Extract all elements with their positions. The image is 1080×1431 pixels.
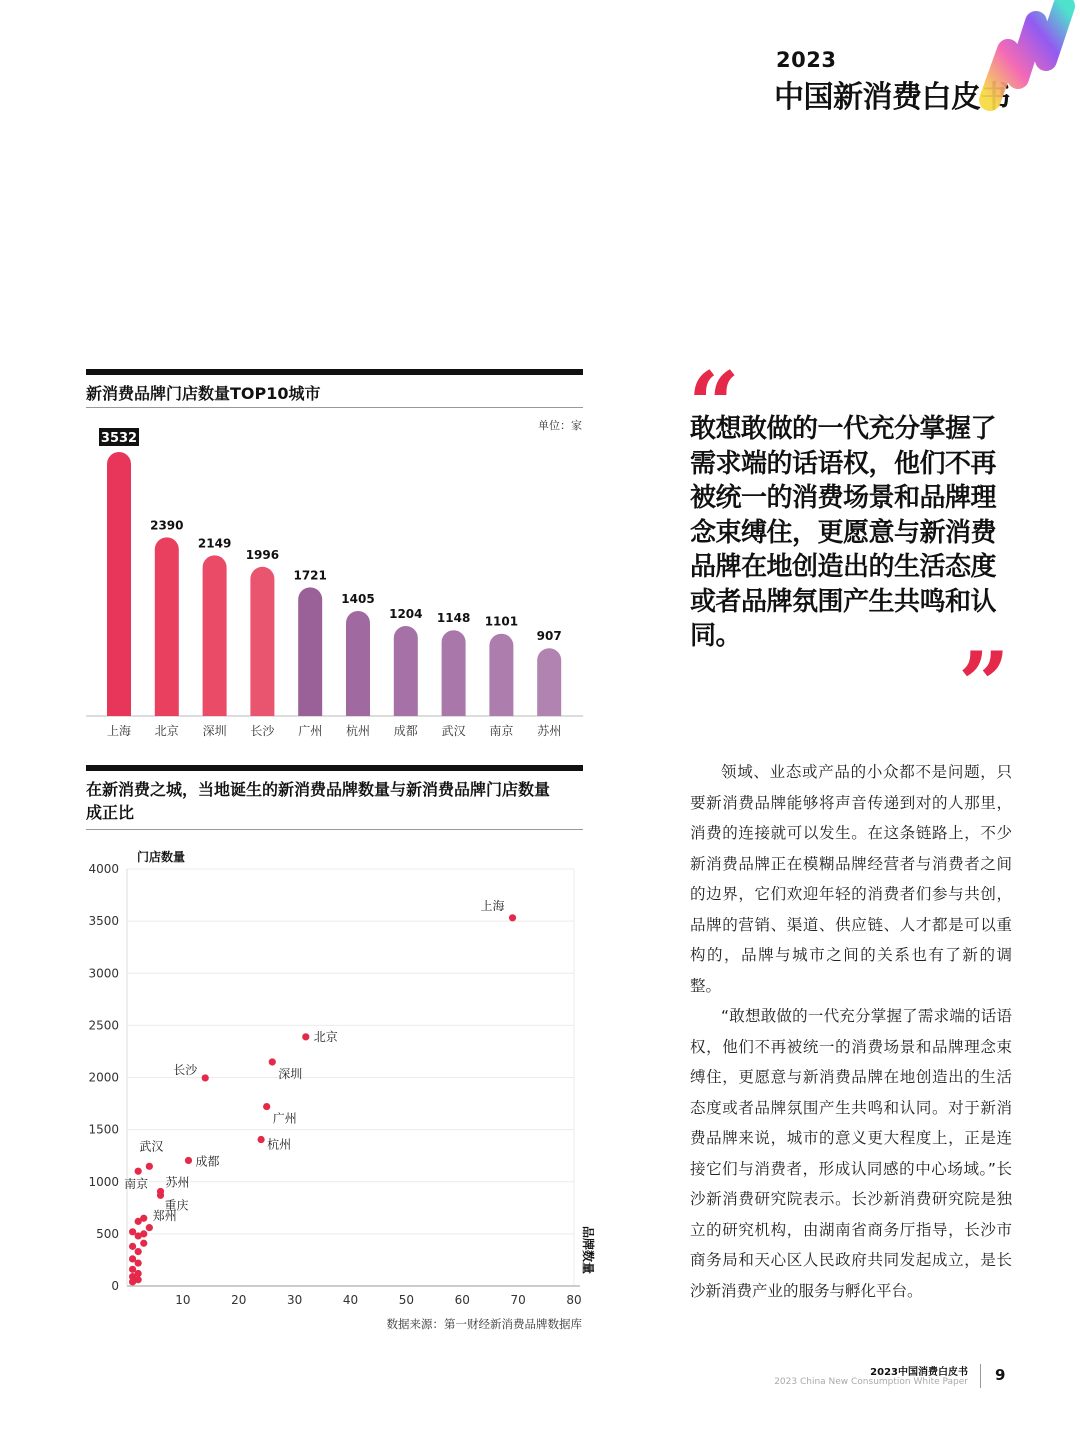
scatter-x-tick: 30 [286,1293,303,1307]
scatter-x-tick: 70 [510,1293,526,1307]
bar-value-label: 3532 [100,431,138,446]
scatter-point-label: 重庆 [164,1198,189,1213]
scatter-x-tick: 50 [398,1293,415,1307]
scatter-y-tick: 1500 [88,1122,119,1137]
bar-category-label: 长沙 [250,724,275,738]
bar-chart-title: 新消费品牌门店数量TOP10城市 [86,384,321,403]
scatter-point [258,1136,265,1143]
scatter-point-label: 深圳 [278,1066,303,1081]
bar-category-label: 苏州 [537,724,562,738]
scatter-point [509,914,516,921]
bar-value-label: 1996 [245,547,280,562]
scatter-point-label: 杭州 [267,1137,292,1152]
bar-value-label: 1204 [389,607,423,622]
scatter-point-label: 武汉 [139,1139,164,1154]
scatter-point-label: 成都 [195,1154,220,1169]
scatter-y-tick: 2000 [88,1070,119,1085]
bar-chart-unit: 单位：家 [538,419,582,432]
bar-category-label: 成都 [393,724,418,738]
bar-value-label: 1405 [341,591,375,606]
bar-category-label: 北京 [154,724,179,738]
footer-separator [980,1364,981,1388]
scatter-x-tick: 20 [231,1293,247,1307]
scatter-x-tick: 80 [566,1293,582,1307]
scatter-point [269,1058,276,1065]
scatter-point-label: 南京 [124,1177,149,1192]
scatter-point [157,1192,164,1199]
bar-category-label: 广州 [298,724,323,738]
header-title: 中国新消费白皮书 [774,80,1010,115]
scatter-point [135,1259,142,1266]
scatter-title-line1: 在新消费之城，当地诞生的新消费品牌数量与新消费品牌门店数量 [86,780,551,799]
scatter-point [263,1103,270,1110]
scatter-point-label: 苏州 [165,1175,190,1190]
scatter-y-tick: 500 [96,1226,119,1241]
scatter-point-label: 郑州 [152,1209,177,1224]
scatter-y-tick: 3500 [88,914,119,929]
scatter-point [140,1230,147,1237]
scatter-point-label: 北京 [313,1029,338,1044]
scatter-y-axis-label: 门店数量 [137,850,186,864]
scatter-x-tick: 40 [342,1293,359,1307]
body-paragraph-2: “敢想敢做的一代充分掌握了需求端的话语权，他们不再被统一的消费场景和品牌理念束缚住，更愿意与新消费品牌在地创造出的生活态度或者品牌氛围产生共鸣和认同。对于新消费品牌来说，城市的意义更大程度上，正是连接它们与消费者，形成认同感的中心场域。”长沙新消费研究院表示。长沙新消费研究院是独立的研究机构，由湖南省商务厅指导，长沙市商务局和天心区人民政府共同发起成立，是长沙新消费产业的服务与孵化平台。 [690,1007,1012,1300]
data-source: 数据来源：第一财经新消费品牌数据库 [386,1317,582,1331]
scatter-point [146,1163,153,1170]
scatter-y-tick: 4000 [88,862,119,876]
bar-category-label: 武汉 [441,724,466,738]
scatter-point [202,1074,209,1081]
pull-quote: 敢想敢做的一代充分掌握了需求端的话语权，他们不再被统一的消费场景和品牌理念束缚住，更愿意与新消费品牌在地创造出的生活态度或者品牌氛围产生共鸣和认同。 [690,414,997,651]
scatter-title-line2: 成正比 [86,803,135,822]
scatter-point [135,1248,142,1255]
scatter-point [185,1157,192,1164]
scatter-y-tick: 1000 [88,1174,119,1189]
bar-value-label: 1101 [484,614,519,629]
scatter-point [135,1168,142,1175]
scatter-x-tick: 10 [175,1293,191,1307]
bar-category-label: 杭州 [345,724,371,738]
quote-open-mark: “ [688,352,740,458]
scatter-point-label: 长沙 [173,1062,198,1077]
page-number: 9 [995,1366,1006,1384]
scatter-point [140,1215,147,1222]
scatter-point-label: 广州 [272,1111,297,1126]
body-paragraph-1: 领域、业态或产品的小众都不是问题，只要新消费品牌能够将声音传递到对的人那里，消费的连接就可以发生。在这条链路上，不少新消费品牌正在模糊品牌经营者与消费者之间的边界，它们欢迎年轻的消费者们参与共创，品牌的营销、渠道、供应链、人才都是可以重构的，品牌与城市之间的关系也有了新的调整。 [690,763,1012,995]
scatter-y-tick: 3000 [88,966,119,981]
bar-value-label: 1148 [436,611,471,626]
scatter-point [146,1224,153,1231]
bar-value-label: 2390 [150,518,184,533]
bar-value-label: 1721 [293,568,327,583]
bar-value-label: 2149 [197,536,232,551]
quote-close-mark: ” [958,632,1010,738]
scatter-y-tick: 2500 [88,1018,119,1033]
scatter-point [129,1278,136,1285]
footer-title-cn: 2023中国消费白皮书 [870,1367,968,1378]
scatter-x-tick: 60 [454,1293,470,1307]
body-text [690,757,1012,1306]
scatter-point [302,1033,309,1040]
scatter-x-axis-label: 品牌数量 [581,1226,595,1275]
bar-category-label: 上海 [106,724,132,738]
scatter-point [140,1240,147,1247]
footer-title-en: 2023 China New Consumption White Paper [774,1377,968,1387]
scatter-point [129,1243,136,1250]
bar-value-label: 907 [536,629,562,644]
bar-category-label: 深圳 [202,724,227,738]
scatter-point-label: 上海 [480,898,505,913]
bar-category-label: 南京 [489,724,514,738]
header-year: 2023 [776,48,837,72]
scatter-y-tick: 0 [111,1279,119,1293]
